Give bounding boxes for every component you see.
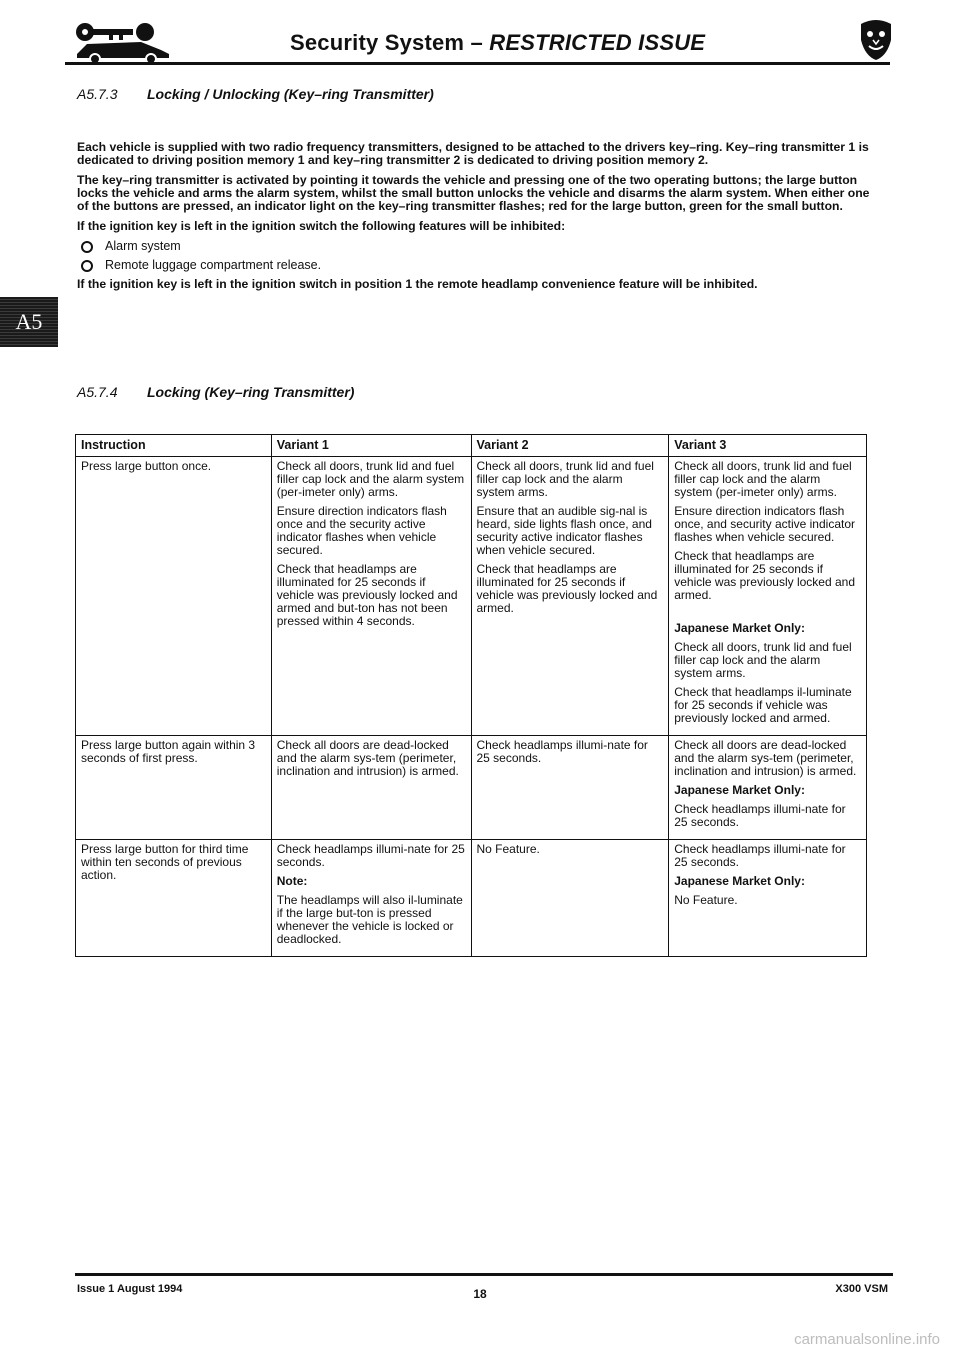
section-body — [77, 141, 872, 298]
cell-text: Check headlamps illumi-nate for 25 seconds. — [674, 842, 846, 869]
paragraph: If the ignition key is left in the ignition switch in position 1 the remote headlamp convenience feature will be inhibited. — [77, 277, 758, 291]
market-note-label: Japanese Market Only: — [674, 621, 805, 635]
footer-rule — [75, 1273, 893, 1276]
variant3-cell — [669, 736, 867, 840]
variant1-cell — [271, 736, 471, 840]
cell-text: Check all doors are dead-locked and the alarm sys-tem (perimeter, inclination and intrusion) is armed. — [674, 738, 857, 778]
cell-text: Check that headlamps are illuminated for 25 seconds if vehicle was previously locked and armed and but-ton has not been pressed within 4 seconds. — [276, 562, 458, 628]
variant3-cell — [669, 457, 867, 736]
table-row — [76, 840, 867, 957]
procedure-table — [75, 434, 867, 957]
list-item — [81, 259, 872, 272]
variant2-cell — [471, 457, 669, 736]
cell-text: Ensure direction indicators flash once and the security active indicator flashes when vehicle secured. — [276, 504, 447, 557]
car-key-icon — [69, 20, 179, 64]
column-header: Instruction — [76, 435, 272, 457]
paragraph: Each vehicle is supplied with two radio frequency transmitters, designed to be attached to the drivers key–ring. Key–ring transmitter 1 is dedicated to driving position memory 1 and key–ring transmitter 2 is dedicated to driving position memory 2. — [77, 140, 869, 167]
title-restricted: RESTRICTED ISSUE — [489, 30, 706, 55]
section-number: A5.7.3 — [77, 86, 118, 102]
cell-text: Check that headlamps are illuminated for 25 seconds if vehicle was previously locked and armed. — [674, 549, 855, 602]
list-item-text: Remote luggage compartment release. — [105, 258, 322, 272]
section-heading-a573 — [77, 86, 434, 102]
market-note-label: Japanese Market Only: — [674, 874, 805, 888]
table-header-row — [76, 435, 867, 457]
instruction-cell: Press large button again within 3 seconds of first press. — [76, 736, 272, 840]
table-row — [76, 736, 867, 840]
title-main: Security System – — [290, 30, 490, 55]
jaguar-head-icon — [857, 18, 895, 62]
market-note-label: Japanese Market Only: — [674, 783, 805, 797]
section-number: A5.7.4 — [77, 384, 118, 400]
paragraph: If the ignition key is left in the ignition switch the following features will be inhibited: — [77, 219, 566, 233]
table-row — [76, 457, 867, 736]
manual-code: X300 VSM — [835, 1283, 888, 1295]
page-title — [290, 30, 705, 56]
header-rule — [65, 62, 890, 65]
paragraph: The key–ring transmitter is activated by pointing it towards the vehicle and pressing one of the two operating buttons; the large button locks the vehicle and arms the alarm system, whilst the small button unlocks the vehicle and disarms the alarm system. When either one of the buttons are pressed, an indicator light on the key–ring transmitter flashes; red for the large button, green for the small button. — [77, 173, 870, 213]
note-label: Note: — [276, 874, 308, 888]
instruction-cell: Press large button once. — [76, 457, 272, 736]
cell-text: Check all doors, trunk lid and fuel filler cap lock and the alarm system arms. — [476, 459, 654, 499]
list-item-text: Alarm system — [105, 239, 181, 253]
bullet-circle-icon — [81, 260, 93, 272]
list-item — [81, 240, 872, 253]
cell-text: Check headlamps illumi-nate for 25 seconds. — [674, 802, 846, 829]
cell-text: The headlamps will also il-luminate if the large but-ton is pressed whenever the vehicle is locked or deadlocked. — [276, 893, 463, 946]
section-title: Locking / Unlocking (Key–ring Transmitter) — [147, 86, 434, 102]
section-title: Locking (Key–ring Transmitter) — [147, 384, 355, 400]
variant2-cell — [471, 840, 669, 957]
page-header — [65, 18, 895, 66]
variant2-cell — [471, 736, 669, 840]
section-tab-marker — [0, 297, 58, 347]
cell-text: Check headlamps illumi-nate for 25 seconds. — [476, 738, 648, 765]
cell-text: No Feature. — [476, 842, 540, 856]
issue-date: Issue 1 August 1994 — [77, 1283, 183, 1295]
variant3-cell — [669, 840, 867, 957]
variant1-cell — [271, 840, 471, 957]
cell-text: Check all doors, trunk lid and fuel filler cap lock and the alarm system arms. — [674, 640, 852, 680]
cell-text: Check all doors, trunk lid and fuel filler cap lock and the alarm system (per-imeter only) arms. — [276, 459, 465, 499]
cell-text: Check all doors, trunk lid and fuel filler cap lock and the alarm system (per-imeter only) arms. — [674, 459, 852, 499]
cell-text: Ensure direction indicators flash once, and security active indicator flashes when vehicle secured. — [674, 504, 855, 544]
cell-text: No Feature. — [674, 893, 738, 907]
variant1-cell — [271, 457, 471, 736]
tab-label: A5 — [15, 309, 43, 334]
section-heading-a574 — [77, 384, 354, 400]
instruction-cell: Press large button for third time within ten seconds of previous action. — [76, 840, 272, 957]
cell-text: Check headlamps illumi-nate for 25 seconds. — [276, 842, 465, 869]
bullet-circle-icon — [81, 241, 93, 253]
cell-text: Check that headlamps are illuminated for 25 seconds if vehicle was previously locked and armed. — [476, 562, 658, 615]
column-header: Variant 1 — [271, 435, 471, 457]
cell-text: Check that headlamps il-luminate for 25 seconds if vehicle was previously locked and armed. — [674, 685, 852, 725]
watermark-text: carmanualsonline.info — [794, 1331, 940, 1348]
cell-text: Ensure that an audible sig-nal is heard, side lights flash once, and security active indicator flashes when vehicle secured. — [476, 504, 652, 557]
page-number: 18 — [473, 1287, 487, 1301]
column-header: Variant 3 — [669, 435, 867, 457]
cell-text: Check all doors are dead-locked and the alarm sys-tem (perimeter, inclination and intrusion) is armed. — [276, 738, 459, 778]
column-header: Variant 2 — [471, 435, 669, 457]
